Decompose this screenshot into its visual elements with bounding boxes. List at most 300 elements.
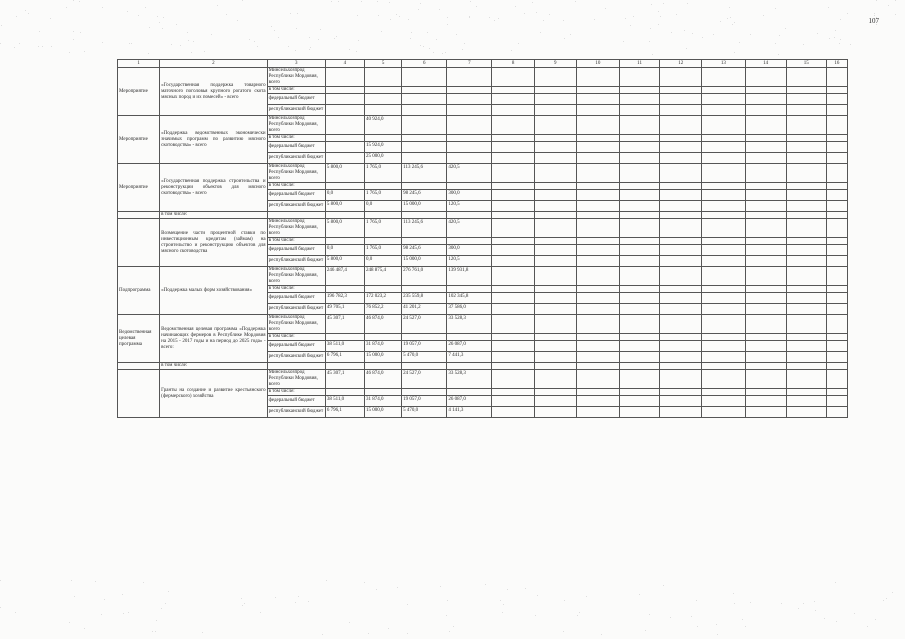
value-cell-v7: 420,5 [447,164,492,183]
scan-noise-speck [524,13,525,14]
scan-noise-speck [850,44,851,45]
funding-source-cell: Минсельхозпрод Республики Мордовия, всего [267,315,325,334]
empty-cell-col-13 [702,370,745,389]
scan-noise-speck [349,622,350,623]
empty-cell-col-8 [492,370,534,389]
scan-noise-speck [834,37,835,38]
scan-noise-speck [763,15,764,16]
scan-noise-speck [408,19,409,20]
empty-cell-col-9 [534,201,576,212]
empty-cell-col-9 [534,341,576,352]
value-cell-v6: 113 245,6 [402,219,447,238]
empty-cell-col-11 [620,68,660,87]
scan-noise-speck [159,22,160,23]
scan-noise-speck [605,8,606,9]
value-cell-v7 [447,334,492,341]
value-cell-v4 [325,286,364,293]
empty-cell-col-14 [745,315,786,334]
value-cell-v6 [402,334,447,341]
empty-cell-col-10 [576,293,619,304]
value-cell-v7: 120,5 [447,201,492,212]
empty-cell-col-6 [402,363,447,370]
value-cell-v7: 26 087,0 [447,396,492,407]
empty-cell-col-9 [534,153,576,164]
empty-cell-col-14 [745,245,786,256]
budget-table [117,59,848,418]
value-cell-v4: 5 800,0 [325,219,364,238]
measure-name-cell: Возмещение части процентной ставки по инвестиционным кредитам (займам) на строительство и реконструкцию объектов для мясного скотоводства [160,219,267,267]
empty-cell-col-9 [534,212,576,219]
empty-cell-col-10 [576,352,619,363]
scan-noise-speck [670,617,671,618]
value-cell-v7 [447,94,492,105]
empty-cell-col-8 [492,68,534,87]
value-cell-v5: 40 924,0 [365,116,402,135]
scan-noise-speck [439,9,440,10]
empty-cell-col-16 [826,267,847,286]
scan-noise-speck [104,599,105,600]
empty-cell-col-9 [534,94,576,105]
empty-cell-col-7 [447,212,492,219]
measure-name-cell: «Государственная поддержка товарного маточного поголовья крупного рогатого скота мясных пород и их помесей» - всего [160,68,267,116]
empty-cell-col-10 [576,315,619,334]
empty-cell-col-9 [534,183,576,190]
empty-cell-col-13 [702,183,745,190]
empty-cell-col-16 [826,293,847,304]
scan-noise-speck [322,634,323,635]
scan-noise-speck [515,6,516,7]
empty-cell-col-11 [620,87,660,94]
empty-cell-col-15 [786,315,826,334]
value-cell-v4: 0,0 [325,245,364,256]
empty-cell-col-4 [325,363,364,370]
value-cell-v5 [365,183,402,190]
value-cell-v4 [325,153,364,164]
value-cell-v5 [365,238,402,245]
empty-cell-col-10 [576,286,619,293]
scan-noise-speck [543,20,544,21]
scan-noise-speck [717,634,718,635]
value-cell-v6: 98 245,6 [402,190,447,201]
empty-cell-col-13 [702,201,745,212]
scan-noise-speck [625,18,626,19]
scan-noise-speck [447,600,448,601]
column-header-14: 14 [745,60,786,68]
scan-noise-speck [503,604,504,605]
empty-cell-col-14 [745,389,786,396]
value-cell-v6: 98 245,6 [402,245,447,256]
empty-cell-col-9 [534,190,576,201]
scan-noise-speck [168,591,169,592]
scan-noise-speck [187,32,188,33]
value-cell-v6: 41 201,2 [402,304,447,315]
value-cell-v5 [365,389,402,396]
value-cell-v7: 102 345,8 [447,293,492,304]
scan-noise-speck [420,3,421,4]
table-row [118,370,848,389]
empty-cell-col-8 [492,245,534,256]
funding-source-cell: федеральный бюджет [267,94,325,105]
empty-cell-col-5 [365,363,402,370]
value-cell-v7: 139 931,8 [447,267,492,286]
empty-cell-col-10 [576,116,619,135]
value-cell-v5 [365,87,402,94]
value-cell-v5: 1 765,0 [365,164,402,183]
empty-cell-col-14 [745,219,786,238]
scan-noise-speck [440,586,441,587]
value-cell-v7: 33 528,3 [447,315,492,334]
funding-source-cell: в том числе: [267,334,325,341]
empty-cell-col-14 [745,135,786,142]
empty-cell-col-12 [660,363,702,370]
scan-noise-speck [163,17,164,18]
scan-noise-speck [464,43,465,44]
table-row [118,68,848,87]
empty-cell-col-8 [492,352,534,363]
empty-cell-col-16 [826,190,847,201]
empty-cell-col-15 [786,190,826,201]
empty-cell-col-13 [702,315,745,334]
scan-noise-speck [318,39,319,40]
empty-cell-col-11 [620,219,660,238]
value-cell-v6: 5 470,0 [402,352,447,363]
empty-cell-col-12 [660,153,702,164]
table-row [118,219,848,238]
empty-cell-col-8 [492,183,534,190]
empty-cell-col-12 [660,164,702,183]
empty-cell-col-16 [826,68,847,87]
value-cell-v4 [325,135,364,142]
empty-cell-col-13 [702,389,745,396]
empty-cell-col-11 [620,153,660,164]
value-cell-v5: 172 023,2 [365,293,402,304]
value-cell-v4 [325,183,364,190]
empty-cell-col-12 [660,407,702,418]
empty-cell-col-15 [786,267,826,286]
scan-noise-speck [388,628,389,629]
empty-cell-col-15 [786,238,826,245]
scan-noise-speck [275,597,276,598]
scan-noise-speck [803,44,804,45]
empty-cell-col-7 [447,363,492,370]
scan-noise-speck [149,27,150,28]
value-cell-v7: 4 141,3 [447,407,492,418]
empty-cell-col-10 [576,238,619,245]
empty-cell-col-10 [576,334,619,341]
empty-cell-col-8 [492,201,534,212]
empty-cell-col-16 [826,116,847,135]
empty-cell-col-12 [660,183,702,190]
empty-cell-col-13 [702,256,745,267]
empty-cell-col-13 [702,396,745,407]
empty-cell-col-11 [620,142,660,153]
empty-cell-col-11 [620,396,660,407]
scan-noise-speck [204,51,205,52]
scan-noise-speck [28,13,29,14]
value-cell-v6 [402,183,447,190]
value-cell-v5: 46 874,0 [365,370,402,389]
scan-noise-speck [161,608,162,609]
funding-source-cell: республиканский бюджет [267,352,325,363]
empty-cell-col-10 [576,105,619,116]
empty-cell-col-9 [534,164,576,183]
scan-noise-speck [145,7,146,8]
value-cell-v6 [402,238,447,245]
scan-noise-speck [563,20,564,21]
empty-cell-col-14 [745,334,786,341]
empty-cell-col-16 [826,183,847,190]
scan-noise-speck [876,24,877,25]
empty-cell-col-8 [492,135,534,142]
empty-cell-col-12 [660,334,702,341]
empty-cell-col-8 [492,153,534,164]
empty-cell-col-14 [745,341,786,352]
scan-noise-speck [79,1,80,2]
value-cell-v6: 24 527,0 [402,315,447,334]
scan-noise-speck [815,610,816,611]
empty-cell-col-12 [660,212,702,219]
empty-cell-col-16 [826,219,847,238]
column-header-2: 2 [160,60,267,68]
scan-noise-speck [14,47,15,48]
scan-noise-speck [525,588,526,589]
scan-noise-speck [420,45,421,46]
empty-cell-col-16 [826,407,847,418]
scan-noise-speck [102,42,103,43]
scan-noise-speck [298,596,299,597]
scan-noise-speck [155,631,156,632]
scan-noise-speck [16,16,17,17]
funding-source-cell: Минсельхозпрод Республики Мордовия, всего [267,267,325,286]
empty-cell-col-8 [492,389,534,396]
scan-noise-speck [564,600,565,601]
scan-noise-speck [895,14,896,15]
empty-cell-col-13 [702,94,745,105]
scan-noise-speck [886,598,887,599]
scan-noise-speck [775,43,776,44]
empty-cell-col-15 [786,389,826,396]
empty-cell-col-8 [492,87,534,94]
column-header-15: 15 [786,60,826,68]
empty-cell-col-13 [702,135,745,142]
empty-cell-col-15 [786,142,826,153]
scan-noise-speck [127,11,128,12]
scan-noise-speck [308,601,309,602]
empty-cell-col-11 [620,190,660,201]
empty-cell-col-16 [826,315,847,334]
scan-noise-speck [25,10,26,11]
value-cell-v4: 5 800,0 [325,201,364,212]
scan-noise-speck [361,1,362,2]
empty-cell-col-9 [534,267,576,286]
scan-noise-speck [876,0,877,1]
scan-noise-speck [241,598,242,599]
scan-noise-speck [775,8,776,9]
empty-cell-col-13 [702,352,745,363]
in-that-number-label: в том числе: [160,212,267,219]
value-cell-v6: 276 761,0 [402,267,447,286]
scan-noise-speck [713,34,714,35]
scan-noise-speck [84,628,85,629]
value-cell-v6: 24 527,0 [402,370,447,389]
value-cell-v6 [402,389,447,396]
scan-noise-speck [750,34,751,35]
scan-noise-speck [123,613,124,614]
empty-cell-col-16 [826,105,847,116]
empty-cell-col-15 [786,164,826,183]
scan-noise-speck [148,53,149,54]
empty-cell-col-13 [702,293,745,304]
value-cell-v5: 1 765,0 [365,219,402,238]
scan-noise-speck [295,602,296,603]
scan-noise-speck [469,16,470,17]
scan-noise-speck [875,619,876,620]
empty-cell-col-15 [786,363,826,370]
empty-cell-col-10 [576,142,619,153]
scan-noise-speck [686,48,687,49]
empty-cell-col-11 [620,334,660,341]
scan-noise-speck [579,612,580,613]
scan-noise-speck [456,34,457,35]
empty-cell-col-16 [826,370,847,389]
empty-cell-col-10 [576,201,619,212]
value-cell-v7: 120,5 [447,256,492,267]
funding-source-cell: в том числе: [267,183,325,190]
scan-noise-speck [338,1,339,2]
scan-noise-speck [38,46,39,47]
empty-cell-col-15 [786,105,826,116]
empty-cell-col-16 [826,286,847,293]
value-cell-v4 [325,142,364,153]
column-header-12: 12 [660,60,702,68]
empty-cell-col-14 [745,238,786,245]
value-cell-v7 [447,135,492,142]
scan-noise-speck [411,32,412,33]
empty-cell-col-14 [745,396,786,407]
empty-cell-col-14 [745,164,786,183]
empty-cell-col-14 [745,267,786,286]
empty-cell-col-15 [786,304,826,315]
scan-noise-speck [326,580,327,581]
empty-cell-col-12 [660,267,702,286]
value-cell-v6: 15 000,0 [402,256,447,267]
scan-noise-speck [51,46,52,47]
level-cell: Подпрограмма [118,267,160,315]
scan-noise-speck [874,15,875,16]
empty-cell-col-14 [745,286,786,293]
funding-source-cell: федеральный бюджет [267,142,325,153]
scan-noise-speck [257,46,258,47]
empty-cell-col-8 [492,105,534,116]
empty-cell-col-10 [576,407,619,418]
empty-cell-col-15 [786,201,826,212]
empty-cell-col-14 [745,94,786,105]
funding-source-cell: в том числе: [267,238,325,245]
scan-noise-speck [716,624,717,625]
empty-cell-col-15 [786,352,826,363]
scan-noise-speck [310,47,311,48]
scan-noise-speck [334,38,335,39]
value-cell-v7 [447,389,492,396]
scan-noise-speck [779,35,780,36]
scan-noise-speck [507,589,508,590]
value-cell-v4 [325,94,364,105]
empty-cell-col-16 [826,245,847,256]
funding-source-cell: Минсельхозпрод Республики Мордовия, всего [267,370,325,389]
value-cell-v5: 0,0 [365,201,402,212]
scan-noise-speck [260,612,261,613]
empty-cell-col-8 [492,212,534,219]
scan-noise-speck [575,1,576,2]
empty-cell-col-9 [534,396,576,407]
scan-noise-speck [687,3,688,4]
scan-noise-speck [895,0,896,1]
value-cell-v4 [325,105,364,116]
value-cell-v5 [365,334,402,341]
empty-cell-col-16 [826,142,847,153]
scan-noise-speck [358,40,359,41]
empty-cell-col-10 [576,389,619,396]
empty-cell-col-15 [786,407,826,418]
scan-noise-speck [663,585,664,586]
empty-cell-col-16 [826,201,847,212]
value-cell-v6 [402,87,447,94]
scan-noise-speck [399,16,400,17]
value-cell-v6 [402,286,447,293]
funding-source-cell: Минсельхозпрод Республики Мордовия, всего [267,164,325,183]
empty-cell-col-13 [702,153,745,164]
table-row-subtotal-label [118,212,848,219]
scan-noise-speck [498,18,499,19]
empty-cell-col-16 [826,135,847,142]
empty-cell-col-9 [534,87,576,94]
scan-noise-speck [436,39,437,40]
scan-noise-speck [429,48,430,49]
value-cell-v5: 25 000,0 [365,153,402,164]
table-body [118,68,848,418]
value-cell-v5: 31 874,0 [365,396,402,407]
scan-noise-speck [867,626,868,627]
value-cell-v7 [447,142,492,153]
value-cell-v6 [402,135,447,142]
empty-cell-col-13 [702,304,745,315]
value-cell-v5 [365,135,402,142]
funding-source-cell: Минсельхозпрод Республики Мордовия, всего [267,68,325,87]
scan-noise-speck [570,34,571,35]
empty-cell-col-11 [620,201,660,212]
scan-noise-speck [470,1,471,2]
scan-noise-speck [180,45,181,46]
empty-cell-col-12 [660,286,702,293]
scan-noise-speck [518,43,519,44]
scan-noise-speck [494,20,495,21]
measure-name-cell: «Поддержка ведомственных экономически значимых программ по развитию мясного скотоводства» - всего [160,116,267,164]
scan-noise-speck [73,39,74,40]
empty-cell-col-6 [402,212,447,219]
scan-noise-speck [320,29,321,30]
empty-cell-col-15 [786,116,826,135]
value-cell-v4: 45 307,1 [325,370,364,389]
scan-noise-speck [356,51,357,52]
scan-noise-speck [798,608,799,609]
empty-cell-col-9 [534,105,576,116]
empty-cell-col-15 [786,286,826,293]
column-header-5: 5 [365,60,402,68]
empty-cell-col-9 [534,363,576,370]
value-cell-v5: 15 000,0 [365,407,402,418]
scan-noise-speck [630,25,631,26]
empty-cell-col-10 [576,212,619,219]
